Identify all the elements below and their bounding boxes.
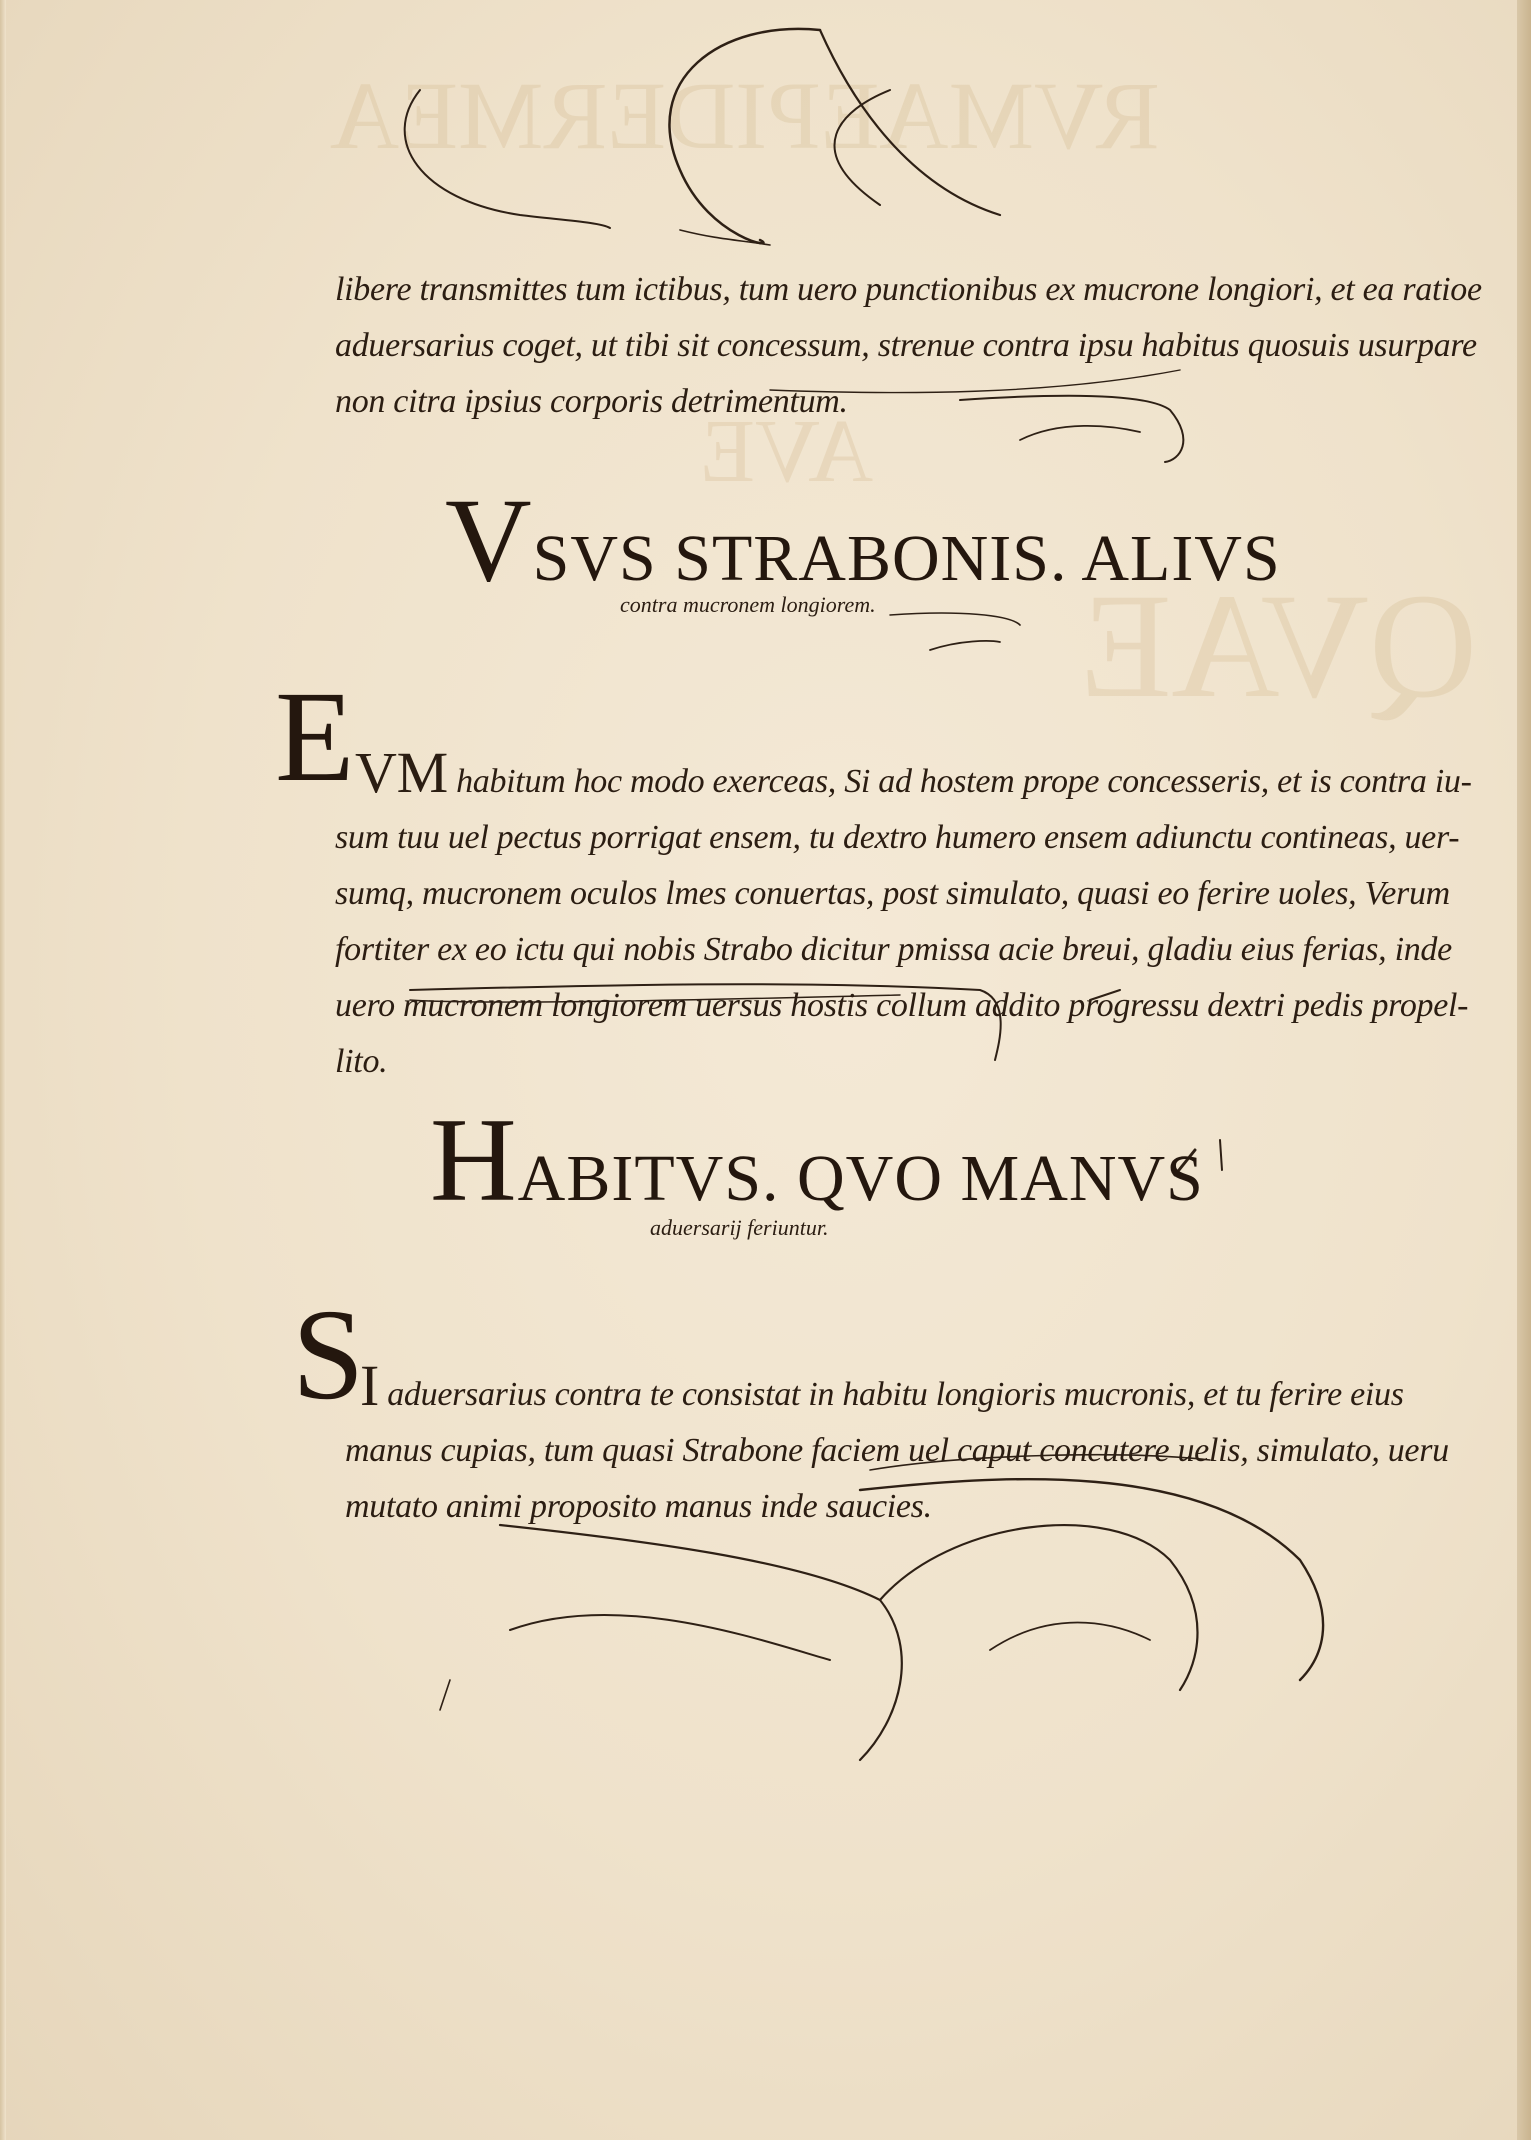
cap-word: I (360, 1353, 380, 1418)
heading-initial: V (445, 473, 533, 606)
bleed-through-text: QVAE (1080, 563, 1478, 729)
section-subheading-2: aduersarij feriuntur. (650, 1215, 829, 1240)
bleed-through-text: RVMAEPIDERMEA (330, 62, 1160, 169)
text-line: I aduersarius contra te consistat in habitu longioris mucronis, et tu ferire eius (360, 1353, 1404, 1418)
heading-text: ABITVS. QVO MANVS (517, 1142, 1204, 1215)
text-paragraph-2 (335, 740, 1472, 1090)
heading-initial: H (430, 1093, 518, 1226)
text-paragraph-3 (345, 1353, 1449, 1535)
bleed-through-text: AVE (700, 402, 874, 501)
cap-word: VM (355, 740, 448, 805)
drop-initial-s: S (292, 1283, 365, 1427)
section-heading-2 (430, 1093, 1204, 1226)
text-line: manus cupias, tum quasi Strabone faciem uel caput concutere uelis, simulato, ueru (345, 1432, 1449, 1469)
text-paragraph-1 (335, 262, 1482, 430)
text-line: sumq, mucronem oculos lmes conuertas, post simulato, quasi eo ferire uoles, Verum (335, 875, 1450, 912)
text-line: lito. (335, 1043, 388, 1080)
text-line: mutato animi proposito manus inde saucies. (345, 1488, 932, 1525)
text-line: uero mucronem longiorem uersus hostis collum addito progressu dextri pedis propel- (335, 987, 1469, 1024)
text-line: VM habitum hoc modo exerceas, Si ad hostem prope concesseris, et is contra iu- (355, 740, 1472, 805)
text-line: libere transmittes tum ictibus, tum uero punctionibus ex mucrone longiori, et ea ratioe (335, 271, 1482, 308)
section-subheading-1: contra mucronem longiorem. (620, 592, 876, 617)
text-line: aduersarius coget, ut tibi sit concessum, strenue contra ipsu habitus quosuis usurpare (335, 327, 1477, 364)
text-line: sum tuu uel pectus porrigat ensem, tu dextro humero ensem adiunctu contineas, uer- (335, 819, 1460, 856)
text-line: fortiter ex eo ictu qui nobis Strabo dicitur pmissa acie breui, gladiu eius ferias, inde (335, 931, 1452, 968)
heading-text: SVS STRABONIS. ALIVS (532, 522, 1281, 595)
drop-initial-e: E (275, 665, 355, 809)
text-line: non citra ipsius corporis detrimentum. (335, 383, 848, 420)
